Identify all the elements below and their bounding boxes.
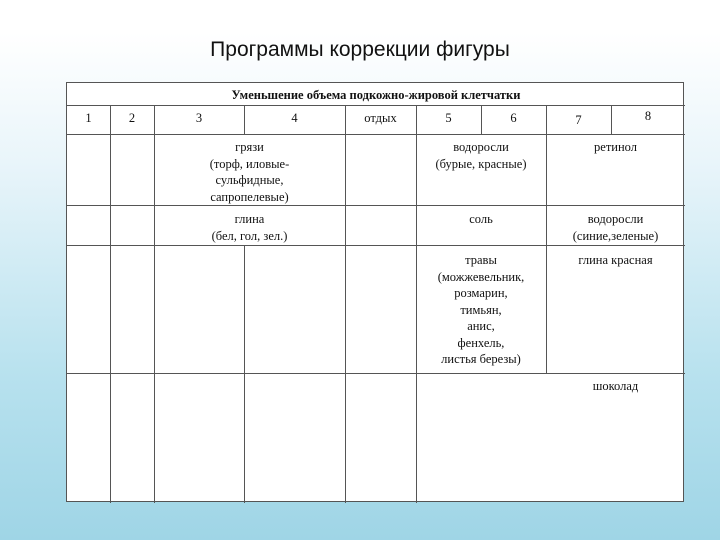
program-table: [66, 82, 684, 502]
table-cell: [546, 139, 685, 156]
table-cell: [546, 211, 685, 244]
cell-line: глина красная: [578, 253, 653, 267]
cell-line: (бурые, красные): [435, 156, 527, 171]
table-cell: [154, 211, 345, 244]
table-cell: [416, 252, 546, 368]
grid-line: [244, 245, 245, 503]
table-header-cell: Уменьшение объема подкожно-жировой клетчатки: [231, 88, 521, 102]
cell-line: водоросли: [453, 140, 509, 154]
table-cell: [416, 139, 546, 172]
cell-line: глина: [234, 212, 265, 226]
column-header: 7: [575, 113, 582, 127]
slide-title: Программы коррекции фигуры: [210, 38, 510, 61]
column-header: 5: [445, 111, 452, 125]
grid-line: [67, 134, 685, 135]
column-header: отдых: [364, 111, 397, 125]
column-header: 3: [195, 111, 203, 125]
cell-line: анис,: [467, 319, 495, 333]
grid-line: [67, 105, 685, 106]
column-header: 4: [291, 111, 298, 125]
cell-line: соль: [469, 212, 493, 226]
cell-line: листья березы): [441, 352, 521, 366]
grid-line: [67, 205, 685, 206]
column-header: 6: [510, 111, 517, 125]
cell-line: водоросли: [587, 212, 644, 226]
cell-line: грязи: [235, 140, 264, 154]
grid-line: [345, 105, 346, 503]
cell-line: розмарин,: [454, 286, 508, 300]
cell-line: ретинол: [594, 140, 637, 154]
column-header: 1: [85, 111, 92, 125]
grid-line: [67, 373, 685, 374]
cell-line: (синие,зеленые): [572, 228, 659, 243]
cell-line: травы: [465, 253, 497, 267]
grid-line: [110, 105, 111, 503]
table-cell: [416, 211, 546, 228]
table-cell: [546, 378, 685, 395]
cell-line: сульфидные,: [215, 173, 284, 187]
cell-line: тимьян,: [460, 302, 502, 317]
column-header: 2: [128, 111, 136, 125]
cell-line: фенхель,: [457, 335, 505, 350]
cell-line: шоколад: [592, 379, 639, 393]
cell-line: сапропелевые): [210, 189, 289, 204]
cell-line: (бел, гол, зел.): [211, 228, 288, 243]
column-header: 8: [644, 109, 652, 123]
grid-line: [67, 245, 685, 246]
table-cell: [154, 139, 345, 205]
cell-line: (торф, иловые-: [209, 156, 290, 171]
table-cell: [546, 252, 685, 269]
cell-line: (можжевельник,: [437, 269, 525, 284]
